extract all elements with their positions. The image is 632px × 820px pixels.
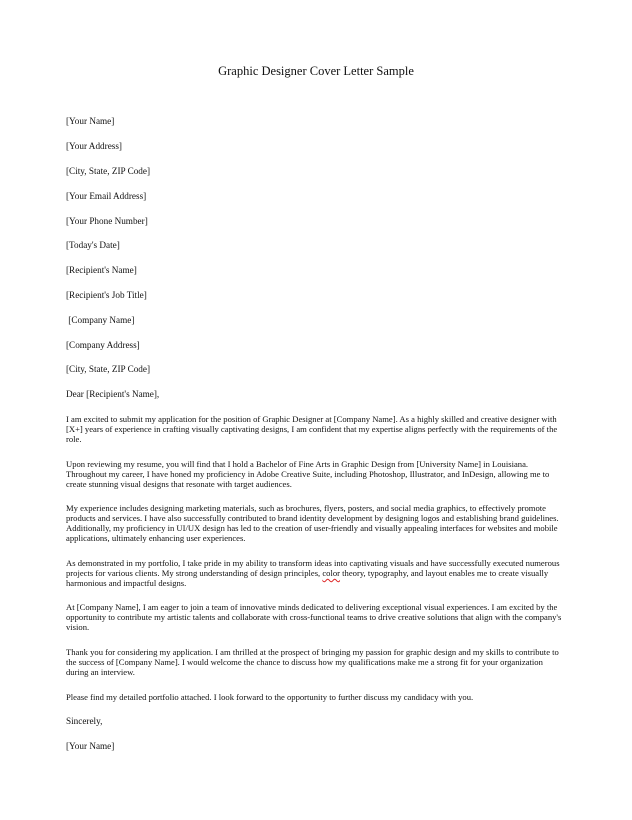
recipient-company-address: [Company Address]: [66, 340, 140, 350]
salutation: Dear [Recipient's Name],: [66, 389, 160, 399]
recipient-company-name: [Company Name]: [66, 315, 135, 325]
paragraph-experience: My experience includes designing marketing materials, such as brochures, flyers, posters, and social media graphics, to effectively promote products and services. I have also successfully contributed to brand identity development by designing logos and establishing brand guidelines. Additionally, my proficiency in UI/UX design has led to the creation of user-friendly and visually appealing interfaces for websites and mobile applications, ultimately enhancing user experiences.: [66, 503, 559, 543]
paragraph-portfolio-attached: Please find my detailed portfolio attached. I look forward to the opportunity to further discuss my candidacy with you.: [66, 692, 474, 702]
recipient-name: [Recipient's Name]: [66, 265, 137, 275]
recipient-job-title: [Recipient's Job Title]: [66, 290, 147, 300]
sender-phone: [Your Phone Number]: [66, 216, 148, 226]
paragraph-portfolio-text-before: As demonstrated in my portfolio, I take pride in my ability to transform ideas into captivating visuals and have successfully executed numerous projects for various clients. My strong understanding of design principles,: [66, 558, 560, 578]
paragraph-company-interest: At [Company Name], I am eager to join a team of innovative minds dedicated to delivering exceptional visual experiences. I am excited by the opportunity to contribute my artistic talents and collaborate with cross-functional teams to drive creative solutions that align with the company's vision.: [66, 602, 562, 632]
closing: Sincerely,: [66, 716, 103, 726]
sender-address: [Your Address]: [66, 141, 122, 151]
document-title: Graphic Designer Cover Letter Sample: [218, 64, 414, 78]
paragraph-thanks: Thank you for considering my application. I am thrilled at the prospect of bringing my passion for graphic design and my skills to contribute to the success of [Company Name]. I would welcome the chance to discuss how my qualifications make me a strong fit for your organization during an interview.: [66, 647, 559, 677]
paragraph-education: Upon reviewing my resume, you will find that I hold a Bachelor of Fine Arts in Graphic Design from [University Name] in Louisiana. Throughout my career, I have honed my proficiency in Adobe Creative Suite, including Photoshop, Illustrator, and InDesign, allowing me to create stunning visual designs that resonate with target audiences.: [66, 459, 550, 489]
signature-name: [Your Name]: [66, 741, 115, 751]
paragraph-portfolio-text-after: theory, typography, and layout enables me to create visually harmonious and impactful designs.: [66, 568, 549, 588]
sender-name: [Your Name]: [66, 116, 115, 126]
spellcheck-flagged-word[interactable]: color: [322, 568, 341, 578]
recipient-city-state-zip: [City, State, ZIP Code]: [66, 364, 151, 374]
paragraph-portfolio: [66, 558, 566, 588]
sender-city-state-zip: [City, State, ZIP Code]: [66, 166, 151, 176]
sender-email: [Your Email Address]: [66, 191, 147, 201]
letter-date: [Today's Date]: [66, 240, 120, 250]
paragraph-introduction: I am excited to submit my application for the position of Graphic Designer at [Company Name]. As a highly skilled and creative designer with [X+] years of experience in crafting visually captivating designs, I am confident that my expertise aligns perfectly with the requirements of the role.: [66, 414, 558, 444]
